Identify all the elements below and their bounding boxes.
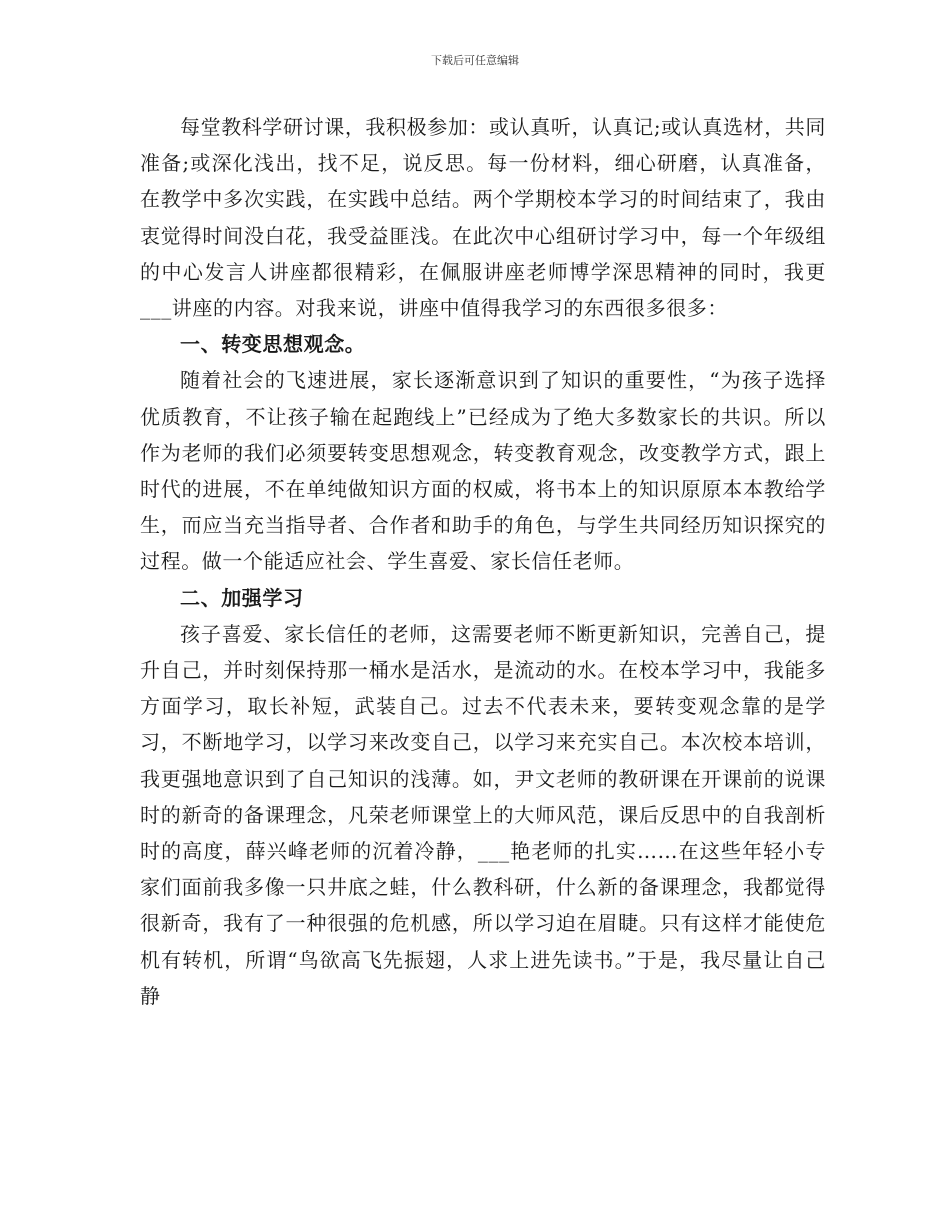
page-header: 下载后可任意编辑 [431,54,519,67]
paragraph-section-2: 孩子喜爱、家长信任的老师，这需要老师不断更新知识，完善自己，提升自己，并时刻保持那一桶水是活水，是流动的水。在校本学习中，我能多方面学习，取长补短，武装自己。过去不代表未来，要转变观念靠的是学习，不断地学习，以学习来改变自己，以学习来充实自己。本次校本培训，我更强地意识到了自己知识的浅薄。如，尹文老师的教研课在开课前的说课时的新奇的备课理念，凡荣老师课堂上的大师风范，课后反思中的自我剖析时的高度，薛兴峰老师的沉着冷静，___艳老师的扎实……在这些年轻小专家们面前我多像一只井底之蛙，什么教科研，什么新的备课理念，我都觉得很新奇，我有了一种很强的危机感，所以学习迫在眉睫。只有这样才能使危机有转机，所谓“鸟欲高飞先振翅，人求上进先读书。”于是，我尽量让自己静 [140,621,826,1008]
paragraph-intro: 每堂教科学研讨课，我积极参加：或认真听，认真记;或认真选材，共同准备;或深化浅出，找不足，说反思。每一份材料，细心研磨，认真准备，在教学中多次实践，在实践中总结。两个学期校本学习的时间结束了，我由衷觉得时间没白花，我受益匪浅。在此次中心组研讨学习中，每一个年级组的中心发言人讲座都很精彩，在佩服讲座老师博学深思精神的同时，我更___讲座的内容。对我来说，讲座中值得我学习的东西很多很多： [140,115,826,321]
paragraph-section-1: 随着社会的飞速进展，家长逐渐意识到了知识的重要性，“为孩子选择优质教育，不让孩子输在起跑线上”已经成为了绝大多数家长的共识。所以作为老师的我们必须要转变思想观念，转变教育观念，改变教学方式，跟上时代的进展，不在单纯做知识方面的权威，将书本上的知识原原本本教给学生，而应当充当指导者、合作者和助手的角色，与学生共同经历知识探究的过程。做一个能适应社会、学生喜爱、家长信任老师。 [140,368,826,574]
document-body [140,109,826,1014]
section-heading-2: 二、加强学习 [180,585,304,610]
section-heading-1: 一、转变思想观念。 [180,332,366,357]
